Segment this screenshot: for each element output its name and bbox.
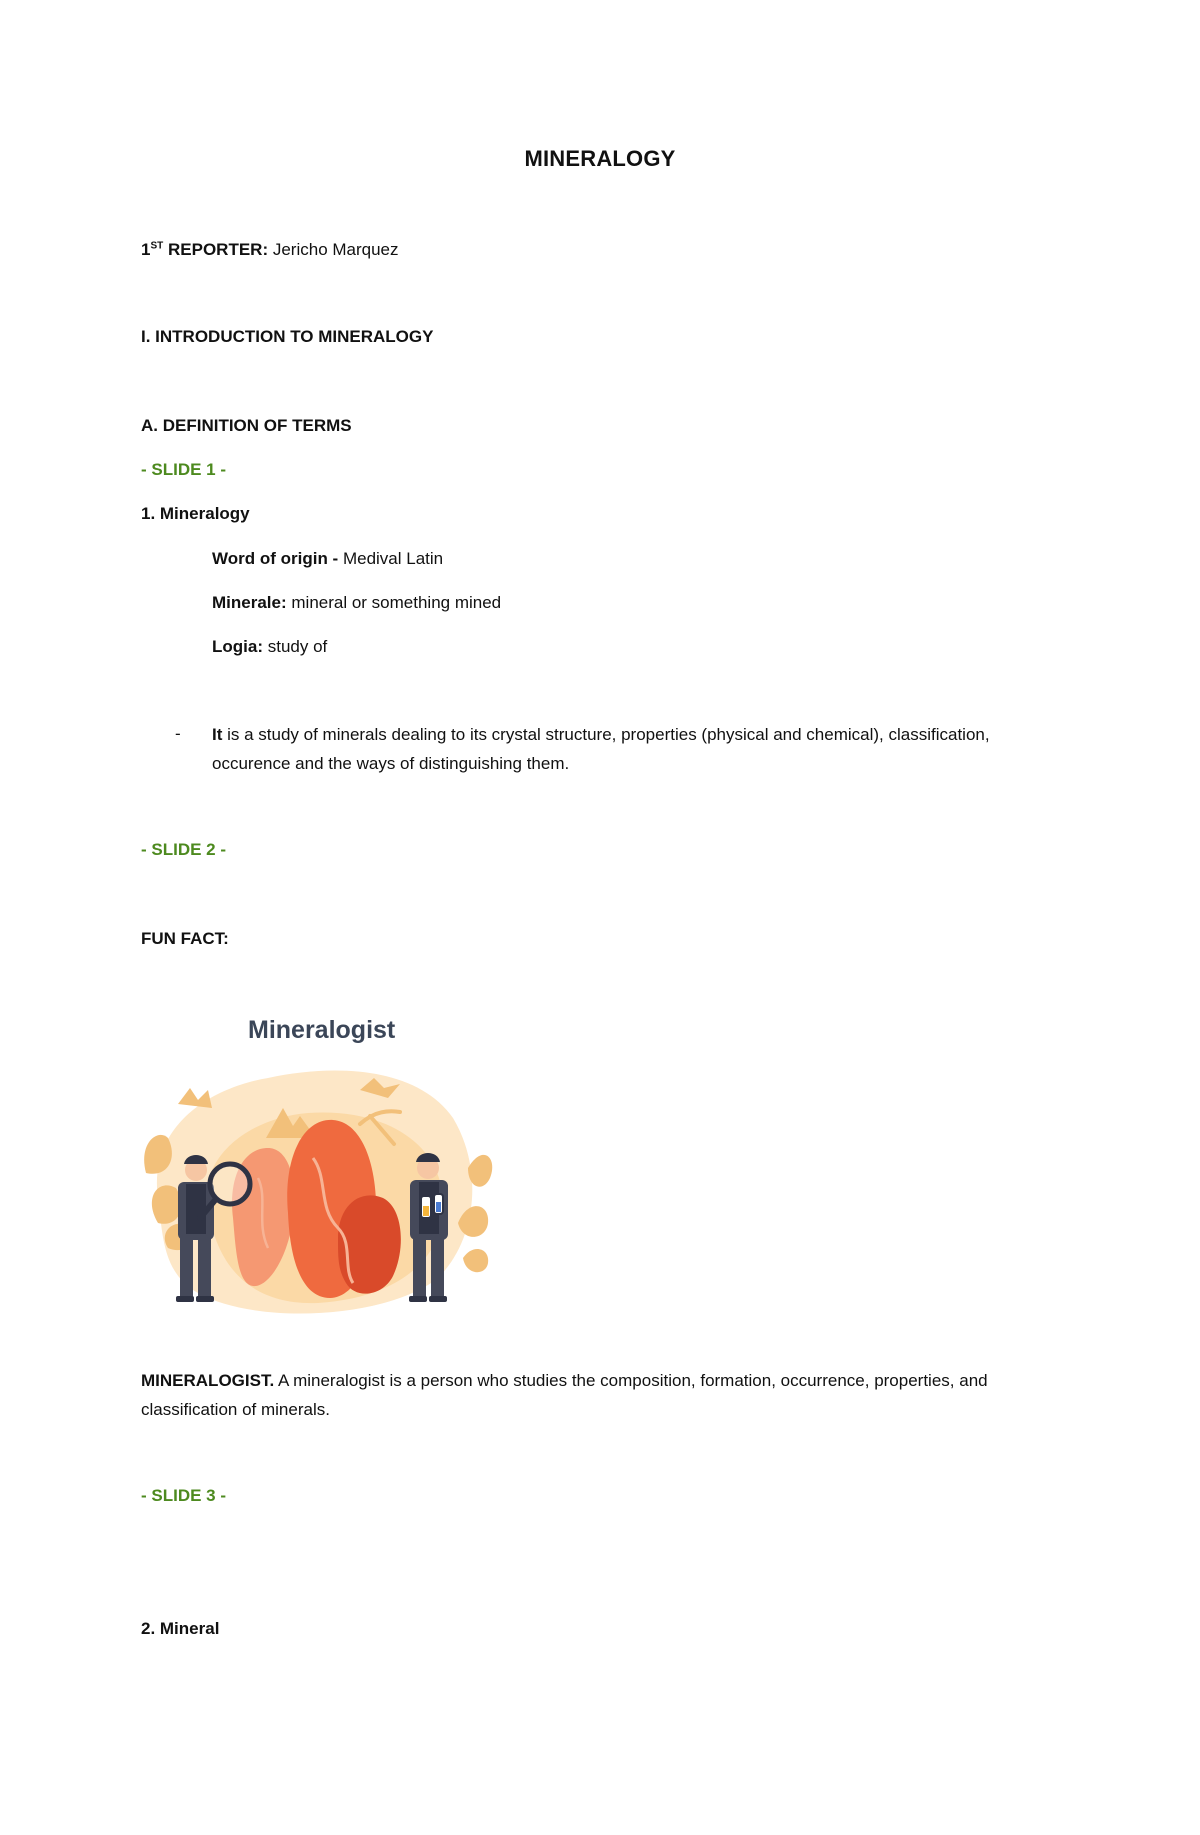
mineralogist-term: MINERALOGIST. [141,1371,275,1390]
reporter-line [141,240,399,260]
mineralogy-definition [212,720,1042,778]
origin-label: Word of origin - [212,549,339,568]
definition-text: is a study of minerals dealing to its crystal structure, properties (physical and chemical), classification, occurence and the ways of distinguishing them. [212,725,990,773]
minerale-label: Minerale: [212,593,287,612]
term-1-heading: 1. Mineralogy [141,504,250,523]
mineralogist-text: A mineralogist is a person who studies the composition, formation, occurrence, properties, and classification of minerals. [141,1371,988,1419]
slide-2-label: - SLIDE 2 - [141,840,227,859]
origin-value: Medival Latin [342,549,444,568]
logia-value: study of [267,637,328,656]
bird-icon [178,1088,212,1108]
reporter-ordinal: 1 [141,240,151,259]
minerale-line [212,593,501,613]
document-title: MINERALOGY [524,146,676,171]
mineralogist-illustration [138,1008,498,1326]
leaf-icon [152,1185,181,1223]
leaf-icon [463,1249,488,1272]
slide-1-label: - SLIDE 1 - [141,460,227,479]
subsection-heading: A. DEFINITION OF TERMS [141,416,352,435]
mineralogist-definition [141,1366,1021,1424]
slide-3-label: - SLIDE 3 - [141,1486,227,1505]
fun-fact-label: FUN FACT: [141,929,229,948]
logia-label: Logia: [212,637,263,656]
reporter-label: REPORTER: [167,240,269,259]
origin-line [212,549,443,569]
logia-line [212,637,327,657]
definition-lead: It [212,725,223,744]
reporter-ordinal-suffix: ST [150,240,164,252]
bullet-dash: - [175,724,181,743]
leaf-icon [468,1155,492,1187]
illustration-caption: Mineralogist [248,1016,396,1044]
reporter-name: Jericho Marquez [272,240,399,259]
term-2-heading: 2. Mineral [141,1619,220,1638]
mineralogist-illustration-svg [138,1008,498,1326]
minerale-value: mineral or something mined [291,593,502,612]
section-heading: I. INTRODUCTION TO MINERALOGY [141,327,434,346]
